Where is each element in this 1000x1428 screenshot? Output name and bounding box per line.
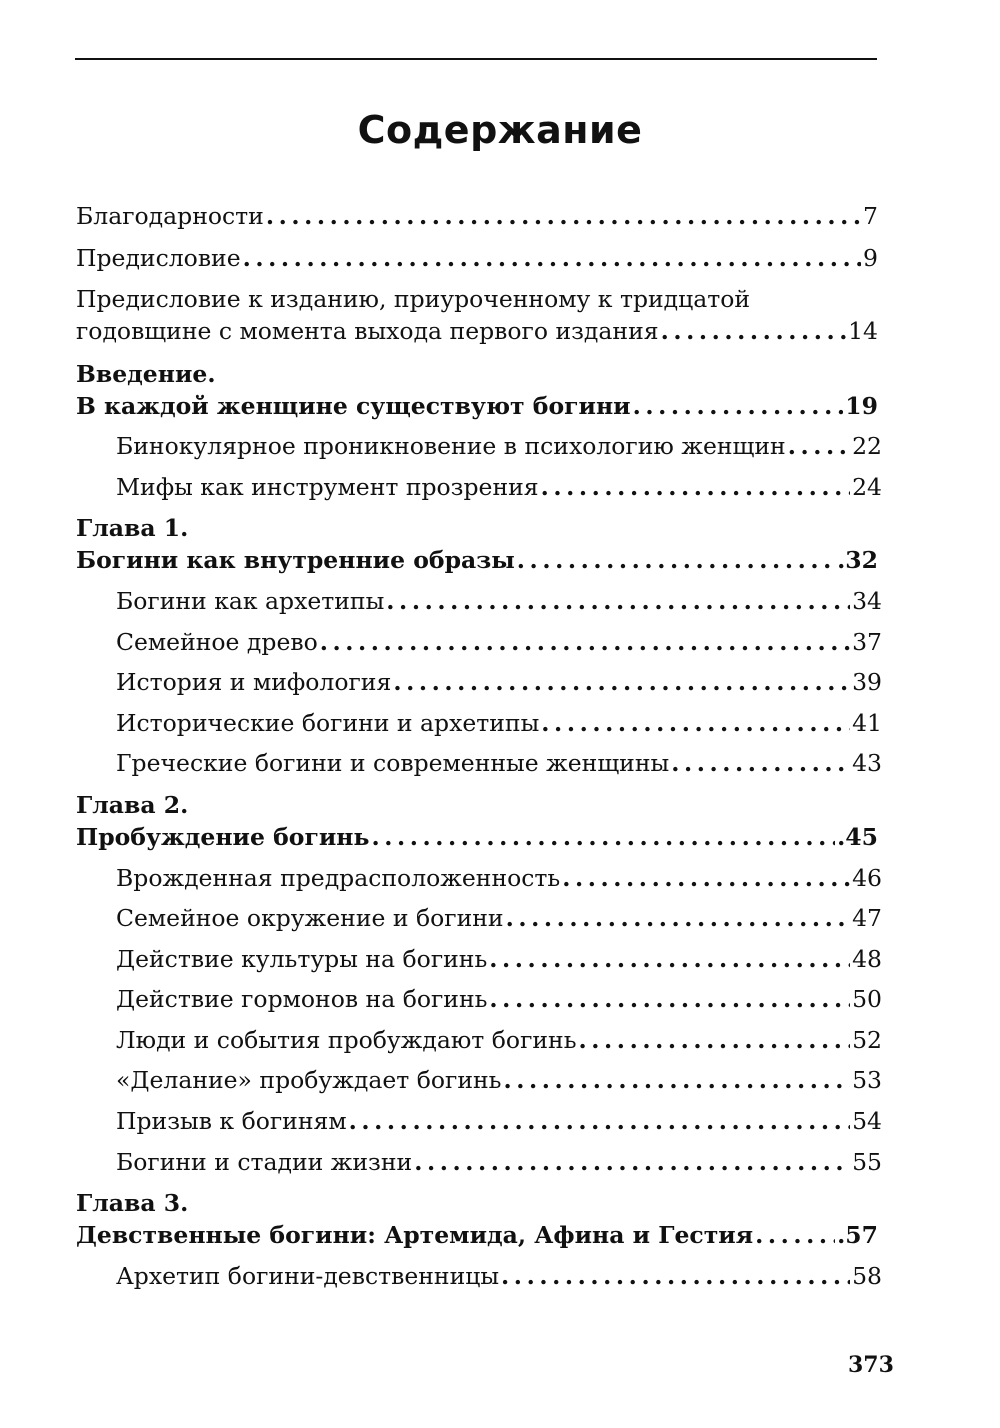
leader-dots (266, 201, 861, 231)
toc-entry-text: Семейное древо (116, 628, 318, 656)
toc-entry[interactable] (116, 1147, 882, 1177)
toc-page-number: 7 (863, 202, 878, 230)
toc-page-number: 22 (852, 432, 882, 460)
leader-dots (579, 1025, 851, 1055)
toc-entry[interactable] (116, 748, 882, 778)
toc-entry[interactable] (116, 984, 882, 1014)
toc-entry[interactable] (116, 472, 882, 502)
toc-page-number: 55 (852, 1148, 882, 1176)
leader-dots (671, 748, 850, 778)
toc-page-number: 47 (852, 904, 882, 932)
chapter-label: Глава 3. (76, 1189, 189, 1217)
toc-entry-text: Мифы как инструмент прозрения (116, 473, 539, 501)
toc-entry[interactable] (116, 863, 882, 893)
toc-page-number: .57 (837, 1221, 878, 1249)
toc-page-number: 34 (852, 587, 882, 615)
toc-page-number: 9 (863, 244, 878, 272)
toc-entry-text-line1: Предисловие к изданию, приуроченному к тридцатой (76, 285, 751, 313)
toc-entry[interactable] (76, 316, 878, 346)
leader-dots (633, 391, 844, 421)
toc-entry[interactable] (116, 667, 882, 697)
toc-entry-text: Предисловие (76, 244, 241, 272)
toc-entry[interactable] (76, 545, 878, 575)
toc-entry-text: Действие гормонов на богинь (116, 985, 488, 1013)
toc-entry-text: Призыв к богиням (116, 1107, 347, 1135)
toc-entry-text: Девственные богини: Артемида, Афина и Гестия (76, 1221, 754, 1249)
toc-entry-text: Богини как архетипы (116, 587, 385, 615)
toc-page-number: 54 (852, 1107, 882, 1135)
leader-dots (517, 545, 835, 575)
toc-page-number: 46 (852, 864, 882, 892)
toc-entry[interactable] (116, 903, 882, 933)
leader-dots (393, 667, 850, 697)
leader-dots (541, 708, 850, 738)
toc-entry-text: годовщине с момента выхода первого издания (76, 317, 659, 345)
toc-entry[interactable] (76, 243, 878, 273)
toc-page-number: 39 (852, 668, 882, 696)
toc-entry[interactable] (116, 1025, 882, 1055)
chapter-label: Глава 2. (76, 791, 189, 819)
toc-entry[interactable] (76, 391, 878, 421)
leader-dots (661, 316, 847, 346)
leader-dots (506, 903, 851, 933)
toc-entry[interactable] (116, 1065, 882, 1095)
toc-entry-text: Богини как внутренние образы (76, 546, 515, 574)
leader-dots (562, 863, 850, 893)
leader-dots (788, 431, 850, 461)
toc-entry[interactable] (116, 627, 882, 657)
toc-entry[interactable] (76, 1220, 878, 1250)
toc-entry-text: Благодарности (76, 202, 264, 230)
leader-dots (501, 1261, 850, 1291)
toc-entry-text: Люди и события пробуждают богинь (116, 1026, 577, 1054)
leader-dots (503, 1065, 850, 1095)
toc-entry-text: В каждой женщине существуют богини (76, 392, 631, 420)
toc-page-number: 37 (852, 628, 882, 656)
toc-page-number: 14 (848, 317, 878, 345)
toc-page-number: 53 (852, 1066, 882, 1094)
toc-page-number: .45 (837, 823, 878, 851)
page-number: 373 (848, 1352, 894, 1378)
toc-entry-text: История и мифология (116, 668, 392, 696)
toc-page-number: 52 (852, 1026, 882, 1054)
toc-entry-text: Семейное окружение и богини (116, 904, 504, 932)
leader-dots (489, 984, 850, 1014)
leader-dots (414, 1147, 850, 1177)
toc-entry-text: Бинокулярное проникновение в психологию женщин (116, 432, 786, 460)
leader-dots (243, 243, 861, 273)
toc-entry[interactable] (76, 822, 878, 852)
leader-dots (371, 822, 835, 852)
leader-dots (489, 944, 850, 974)
toc-entry[interactable] (116, 1106, 882, 1136)
toc-page-number: 24 (852, 473, 882, 501)
toc-entry-text: Действие культуры на богинь (116, 945, 488, 973)
toc-entry-text: Пробуждение богинь (76, 823, 370, 851)
toc-page-number: .32 (837, 546, 878, 574)
toc-entry[interactable] (116, 431, 882, 461)
page-title: Содержание (357, 108, 643, 152)
toc-entry[interactable] (76, 201, 878, 231)
toc-entry-text: Исторические богини и архетипы (116, 709, 540, 737)
toc-entry-text: Богини и стадии жизни (116, 1148, 413, 1176)
toc-entry[interactable] (116, 944, 882, 974)
toc-entry[interactable] (116, 1261, 882, 1291)
toc-entry-text: «Делание» пробуждает богинь (116, 1066, 502, 1094)
toc-entry-text: Врожденная предрасположенность (116, 864, 561, 892)
leader-dots (349, 1106, 850, 1136)
leader-dots (386, 586, 850, 616)
toc-page-number: 50 (852, 985, 882, 1013)
toc-page-number: 48 (852, 945, 882, 973)
leader-dots (755, 1220, 835, 1250)
toc-page-number: 43 (852, 749, 882, 777)
toc-page-number: 19 (845, 392, 878, 420)
toc-entry-text: Греческие богини и современные женщины (116, 749, 670, 777)
toc-entry[interactable] (116, 708, 882, 738)
toc-page-number: 41 (852, 709, 882, 737)
toc-entry-text: Архетип богини-девственницы (116, 1262, 500, 1290)
chapter-label: Глава 1. (76, 514, 189, 542)
toc-page-number: 58 (852, 1262, 882, 1290)
toc-entry[interactable] (116, 586, 882, 616)
section-label: Введение. (76, 360, 216, 388)
leader-dots (541, 472, 850, 502)
leader-dots (320, 627, 850, 657)
